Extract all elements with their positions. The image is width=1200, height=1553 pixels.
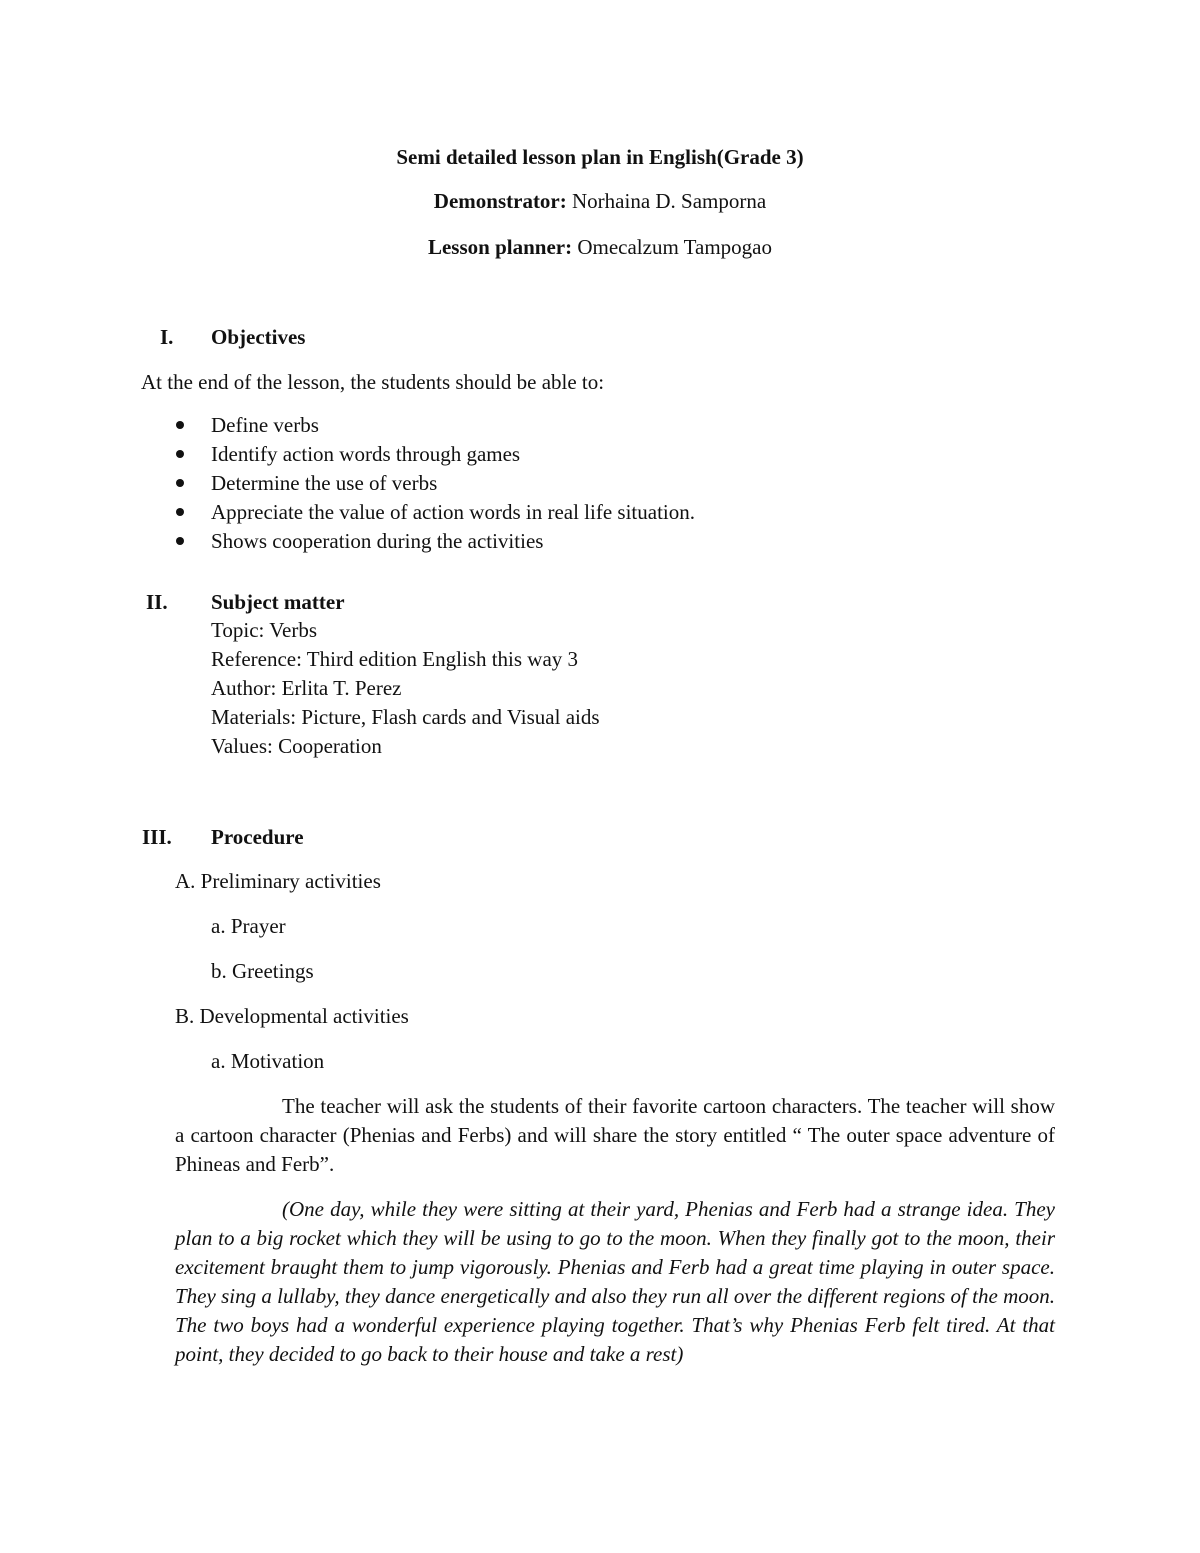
procedure-numeral: III. (142, 825, 172, 849)
subject-numeral: II. (146, 590, 168, 614)
preliminary-activities: A. Preliminary activities (175, 869, 381, 893)
planner-line (0, 233, 1200, 262)
demonstrator-value: Norhaina D. Samporna (572, 189, 767, 213)
subject-author: Author: Erlita T. Perez (211, 676, 402, 700)
subject-heading: Subject matter (211, 590, 345, 614)
bullet-icon (176, 479, 184, 487)
procedure-heading: Procedure (211, 825, 304, 849)
story-paragraph: (One day, while they were sitting at their yard, Phenias and Ferb had a strange idea. They plan to a big rocket which they will be using to go to the moon. When they finally got to the moon, their excitement braught them to jump vigorously. Phenias and Ferb had a great time playing in outer space. They sing a lullaby, they dance energetically and also they run all over the different regions of the moon. The two boys had a wonderful experience playing together. That’s why Phenias Ferb felt tired. At that point, they decided to go back to their house and take a rest) (175, 1197, 1055, 1366)
subject-values: Values: Cooperation (211, 734, 382, 758)
list-item: Appreciate the value of action words in real life situation. (211, 500, 695, 524)
motivation-item: a. Motivation (211, 1049, 325, 1073)
bullet-icon (176, 537, 184, 545)
demonstrator-line (0, 187, 1200, 216)
bullet-icon (176, 421, 184, 429)
objectives-intro: At the end of the lesson, the students should be able to: (141, 370, 605, 394)
bullet-icon (176, 508, 184, 516)
prayer-item: a. Prayer (211, 914, 286, 938)
subject-reference: Reference: Third edition English this way 3 (211, 647, 579, 671)
page-title: Semi detailed lesson plan in English(Grade 3) (396, 145, 804, 169)
list-item: Determine the use of verbs (211, 471, 438, 495)
list-item: Identify action words through games (211, 442, 521, 466)
list-item: Define verbs (211, 413, 319, 437)
planner-value: Omecalzum Tampogao (577, 235, 773, 259)
developmental-activities: B. Developmental activities (175, 1004, 409, 1028)
objectives-heading: Objectives (211, 325, 306, 349)
subject-materials: Materials: Picture, Flash cards and Visual aids (211, 705, 600, 729)
demonstrator-label: Demonstrator: (433, 189, 567, 213)
planner-label: Lesson planner: (427, 235, 573, 259)
list-item: Shows cooperation during the activities (211, 529, 544, 553)
subject-topic: Topic: Verbs (211, 618, 318, 642)
bullet-icon (176, 450, 184, 458)
objectives-numeral: I. (160, 325, 174, 349)
motivation-paragraph: The teacher will ask the students of their favorite cartoon characters. The teacher will show a cartoon character (Phenias and Ferbs) and will share the story entitled “ The outer space adventure of Phineas and Ferb”. (175, 1094, 1055, 1176)
greetings-item: b. Greetings (211, 959, 314, 983)
